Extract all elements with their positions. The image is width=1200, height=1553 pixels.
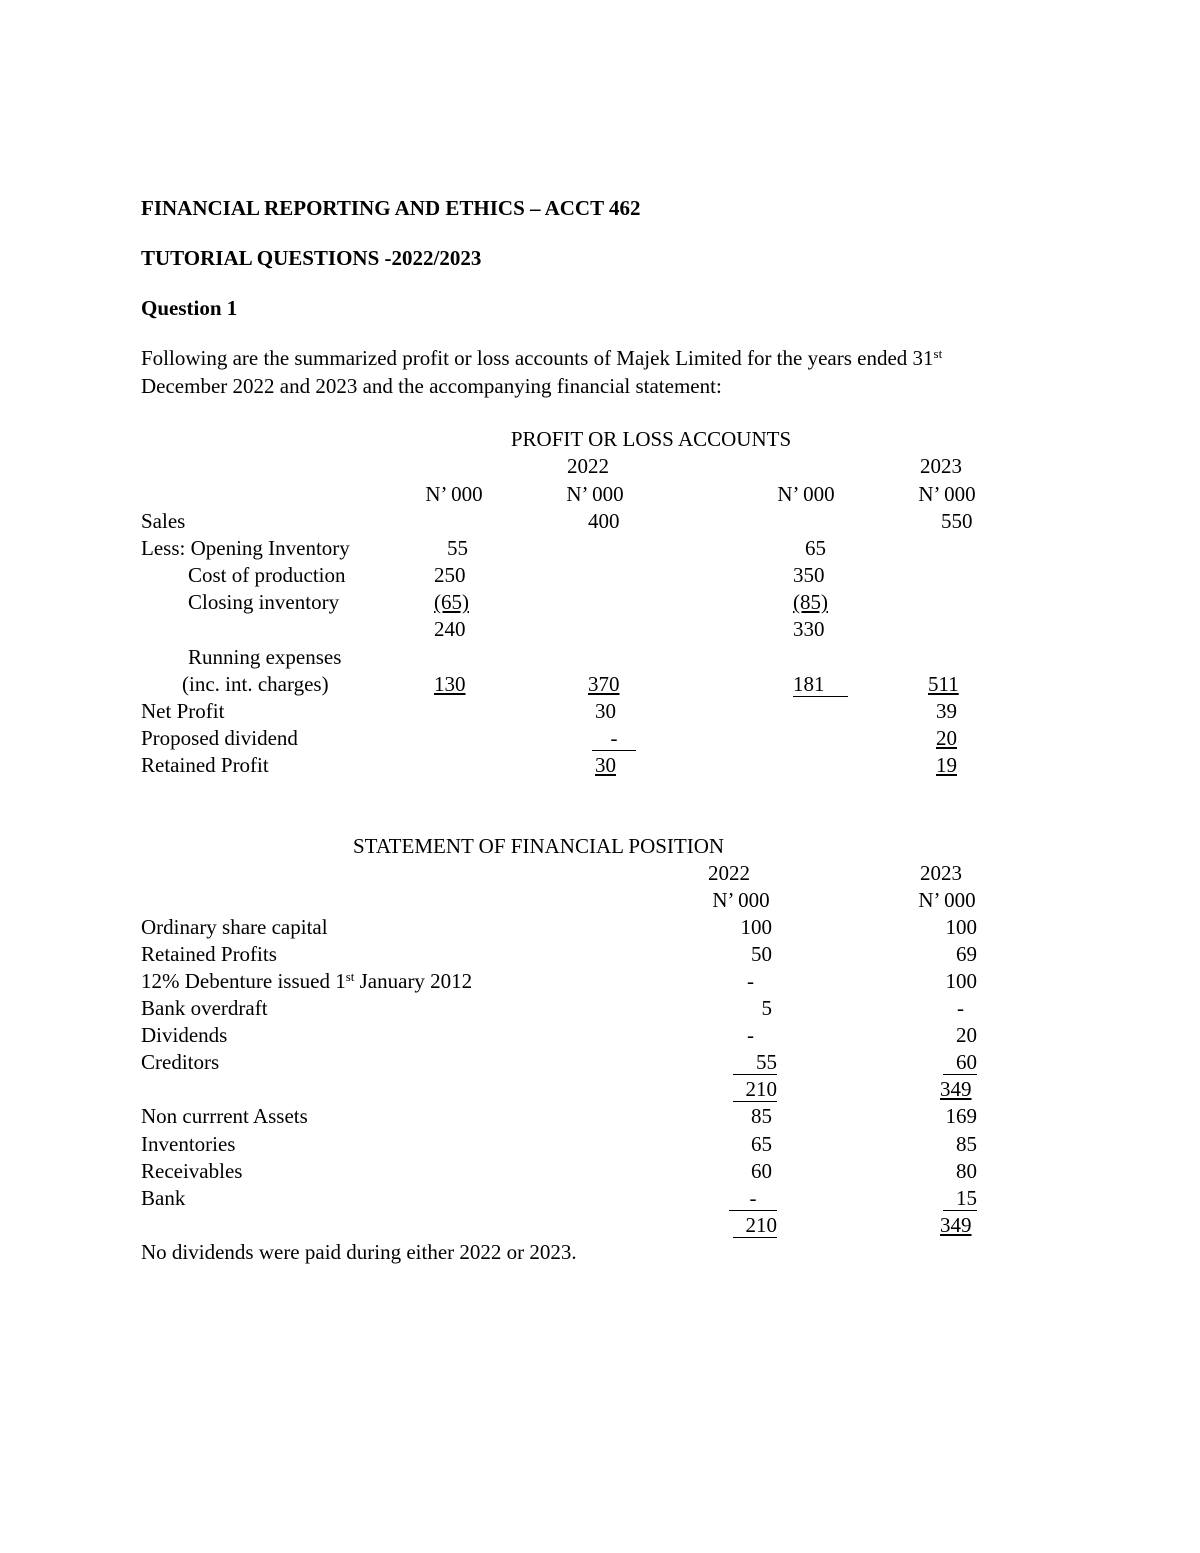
sfp-bank-overdraft-2022: 5 bbox=[761, 996, 772, 1020]
sfp-retained-profits-label: Retained Profits bbox=[141, 942, 277, 966]
sfp-dividends-2022: - bbox=[747, 1023, 754, 1047]
footer-note: No dividends were paid during either 2022 or 2023. bbox=[141, 1240, 577, 1264]
sfp-title: STATEMENT OF FINANCIAL POSITION bbox=[353, 834, 725, 858]
sfp-inventories-2022: 65 bbox=[751, 1132, 772, 1156]
pl-running-expenses-2022-b: 370 bbox=[588, 672, 620, 696]
pl-opening-inventory-2023: 65 bbox=[805, 536, 826, 560]
tutorial-subtitle: TUTORIAL QUESTIONS -2022/2023 bbox=[141, 246, 482, 270]
sfp-dividends-2023: 20 bbox=[956, 1023, 977, 1047]
pl-net-profit-label: Net Profit bbox=[141, 699, 225, 723]
pl-unit-c: N’ 000 bbox=[777, 482, 835, 506]
pl-unit-b: N’ 000 bbox=[566, 482, 624, 506]
sfp-unit-2023: N’ 000 bbox=[918, 888, 976, 912]
pl-year-2022: 2022 bbox=[567, 454, 609, 478]
pl-proposed-dividend-label: Proposed dividend bbox=[141, 726, 298, 750]
intro-line-1 bbox=[141, 348, 942, 369]
pl-retained-profit-2022: 30 bbox=[595, 753, 616, 777]
sfp-non-current-assets-label: Non currrent Assets bbox=[141, 1104, 308, 1128]
sfp-creditors-2022: 55 bbox=[733, 1052, 777, 1075]
sfp-year-2023: 2023 bbox=[920, 861, 962, 885]
sfp-year-2022: 2022 bbox=[708, 861, 750, 885]
sfp-bank-label: Bank bbox=[141, 1186, 186, 1210]
sfp-share-capital-label: Ordinary share capital bbox=[141, 915, 328, 939]
sfp-debenture-label-pre: 12% Debenture issued 1 bbox=[141, 969, 346, 993]
pl-sales-label: Sales bbox=[141, 509, 186, 533]
sfp-receivables-2022: 60 bbox=[751, 1159, 772, 1183]
pl-closing-inventory-2023: (85) bbox=[793, 590, 828, 614]
pl-running-expenses-2022-a: 130 bbox=[434, 672, 466, 696]
pl-sales-2022: 400 bbox=[588, 509, 620, 533]
pl-running-expenses-sublabel: (inc. int. charges) bbox=[182, 672, 329, 696]
sfp-bank-2022: - bbox=[729, 1188, 777, 1211]
sfp-share-capital-2023: 100 bbox=[945, 915, 977, 939]
sfp-bank-overdraft-2023: - bbox=[957, 996, 964, 1020]
sfp-total-liabilities-2023: 349 bbox=[940, 1077, 972, 1101]
pl-running-expenses-label: Running expenses bbox=[188, 645, 342, 669]
sfp-creditors-label: Creditors bbox=[141, 1050, 220, 1074]
sfp-retained-profits-2023: 69 bbox=[956, 942, 977, 966]
pl-subtotal-2023: 330 bbox=[793, 617, 825, 641]
pl-net-profit-2023: 39 bbox=[936, 699, 957, 723]
pl-opening-inventory-2022: 55 bbox=[447, 536, 468, 560]
pl-title: PROFIT OR LOSS ACCOUNTS bbox=[510, 427, 792, 451]
pl-unit-d: N’ 000 bbox=[918, 482, 976, 506]
sfp-bank-2023: 15 bbox=[943, 1188, 977, 1211]
sfp-retained-profits-2022: 50 bbox=[751, 942, 772, 966]
sfp-unit-2022: N’ 000 bbox=[712, 888, 770, 912]
sfp-inventories-2023: 85 bbox=[956, 1132, 977, 1156]
sfp-debenture-label-sup: st bbox=[345, 969, 355, 984]
sfp-debenture-2022: - bbox=[747, 969, 754, 993]
pl-subtotal-2022: 240 bbox=[434, 617, 466, 641]
pl-retained-profit-2023: 19 bbox=[936, 753, 957, 777]
pl-closing-inventory-2022: (65) bbox=[434, 590, 469, 614]
pl-sales-2023: 550 bbox=[941, 509, 973, 533]
question-heading: Question 1 bbox=[141, 296, 238, 320]
sfp-debenture-2023: 100 bbox=[945, 969, 977, 993]
sfp-debenture-label-post: January 2012 bbox=[354, 969, 473, 993]
sfp-non-current-assets-2022: 85 bbox=[751, 1104, 772, 1128]
intro-line-1-text: Following are the summarized profit or loss accounts of Majek Limited for the years ended 31 bbox=[141, 346, 934, 370]
sfp-total-assets-2022: 210 bbox=[733, 1215, 777, 1238]
pl-retained-profit-label: Retained Profit bbox=[141, 753, 269, 777]
pl-running-expenses-2023-b: 511 bbox=[928, 672, 959, 696]
sfp-creditors-2023: 60 bbox=[943, 1052, 977, 1075]
sfp-receivables-2023: 80 bbox=[956, 1159, 977, 1183]
sfp-inventories-label: Inventories bbox=[141, 1132, 236, 1156]
intro-line-2: December 2022 and 2023 and the accompanying financial statement: bbox=[141, 374, 722, 398]
pl-opening-inventory-label: Less: Opening Inventory bbox=[141, 536, 350, 560]
pl-cost-of-production-2023: 350 bbox=[793, 563, 825, 587]
pl-proposed-dividend-2023: 20 bbox=[936, 726, 957, 750]
pl-year-2023: 2023 bbox=[920, 454, 962, 478]
pl-net-profit-2022: 30 bbox=[595, 699, 616, 723]
pl-cost-of-production-2022: 250 bbox=[434, 563, 466, 587]
sfp-share-capital-2022: 100 bbox=[740, 915, 772, 939]
sfp-non-current-assets-2023: 169 bbox=[945, 1104, 977, 1128]
sfp-debenture-label bbox=[141, 971, 472, 992]
sfp-dividends-label: Dividends bbox=[141, 1023, 228, 1047]
intro-line-1-superscript: st bbox=[933, 346, 943, 361]
pl-cost-of-production-label: Cost of production bbox=[188, 563, 346, 587]
sfp-receivables-label: Receivables bbox=[141, 1159, 243, 1183]
pl-running-expenses-2023-a: 181 bbox=[793, 674, 848, 697]
sfp-total-liabilities-2022: 210 bbox=[733, 1079, 777, 1102]
sfp-total-assets-2023: 349 bbox=[940, 1213, 972, 1237]
sfp-bank-overdraft-label: Bank overdraft bbox=[141, 996, 268, 1020]
pl-unit-a: N’ 000 bbox=[425, 482, 483, 506]
pl-closing-inventory-label: Closing inventory bbox=[188, 590, 340, 614]
pl-proposed-dividend-2022: - bbox=[592, 728, 636, 751]
course-title: FINANCIAL REPORTING AND ETHICS – ACCT 462 bbox=[141, 196, 641, 220]
